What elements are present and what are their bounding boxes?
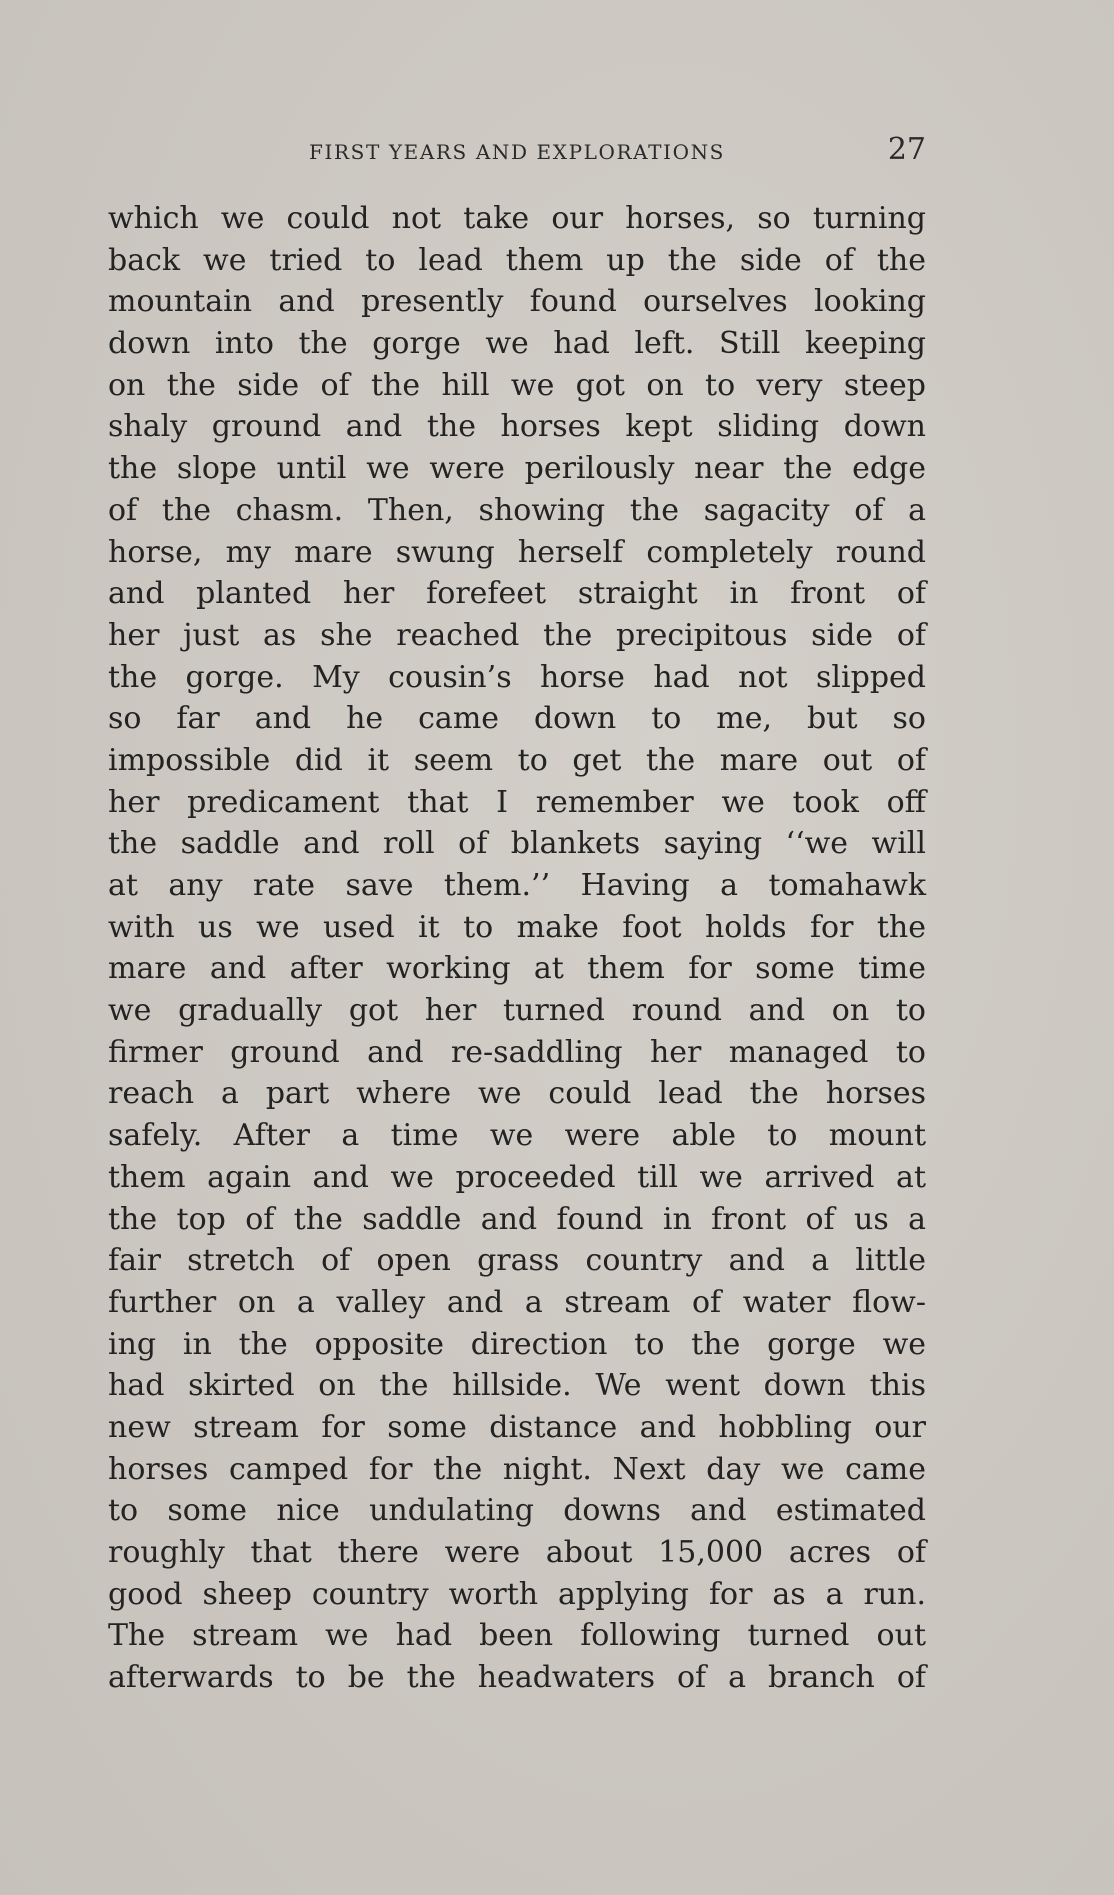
page-number: 27 [887,132,926,167]
text-line: the slope until we were perilously near the edge [108,451,926,487]
text-line: which we could not take our horses, so turning [108,201,926,236]
text-line: back we tried to lead them up the side of the [108,242,926,278]
text-line: her just as she reached the precipitous side of [108,617,926,653]
text-line: the top of the saddle and found in front of us a [108,1201,926,1237]
text-line: firmer ground and re-saddling her managed to [108,1034,926,1070]
text-line: roughly that there were about 15,000 acres of [108,1535,926,1570]
text-line: reach a part where we could lead the horses [108,1076,926,1112]
text-line: and planted her forefeet straight in front of [108,576,926,612]
text-line: The stream we had been following turned out [108,1618,926,1654]
text-line: we gradually got her turned round and on to [108,993,926,1029]
running-head [108,132,926,172]
text-line: mountain and presently found ourselves looking [108,284,926,320]
text-line: shaly ground and the horses kept sliding down [108,409,926,445]
text-line: so far and he came down to me, but so [108,701,926,737]
text-line: the saddle and roll of blankets saying ‘‘we will [108,826,926,862]
text-line: to some nice undulating downs and estimated [108,1493,926,1529]
text-line: horse, my mare swung herself completely round [108,534,926,570]
text-line: ing in the opposite direction to the gorge we [108,1326,926,1362]
text-line: of the chasm. Then, showing the sagacity of a [108,492,926,528]
text-line: at any rate save them.’’ Having a tomahawk [108,868,926,903]
text-line: horses camped for the night. Next day we came [108,1451,926,1487]
text-line: with us we used it to make foot holds for the [108,909,926,945]
running-title: FIRST YEARS AND EXPLORATIONS [309,140,725,164]
text-line: them again and we proceeded till we arrived at [108,1159,926,1195]
text-line: further on a valley and a stream of water flow- [108,1284,926,1320]
text-line: afterwards to be the headwaters of a branch of [108,1660,926,1696]
text-line: had skirted on the hillside. We went down this [108,1368,926,1404]
text-line: the gorge. My cousin’s horse had not slipped [108,659,926,695]
body-text [108,198,926,1699]
text-line: down into the gorge we had left. Still keeping [108,326,926,362]
text-line: fair stretch of open grass country and a little [108,1243,926,1279]
text-line: new stream for some distance and hobbling our [108,1409,926,1445]
text-line: mare and after working at them for some time [108,951,926,987]
text-line: impossible did it seem to get the mare out of [108,742,926,778]
text-line: good sheep country worth applying for as a run. [108,1576,926,1612]
text-line: her predicament that I remember we took off [108,784,926,820]
text-line: safely. After a time we were able to mount [108,1118,926,1154]
text-line: on the side of the hill we got on to very steep [108,367,926,403]
